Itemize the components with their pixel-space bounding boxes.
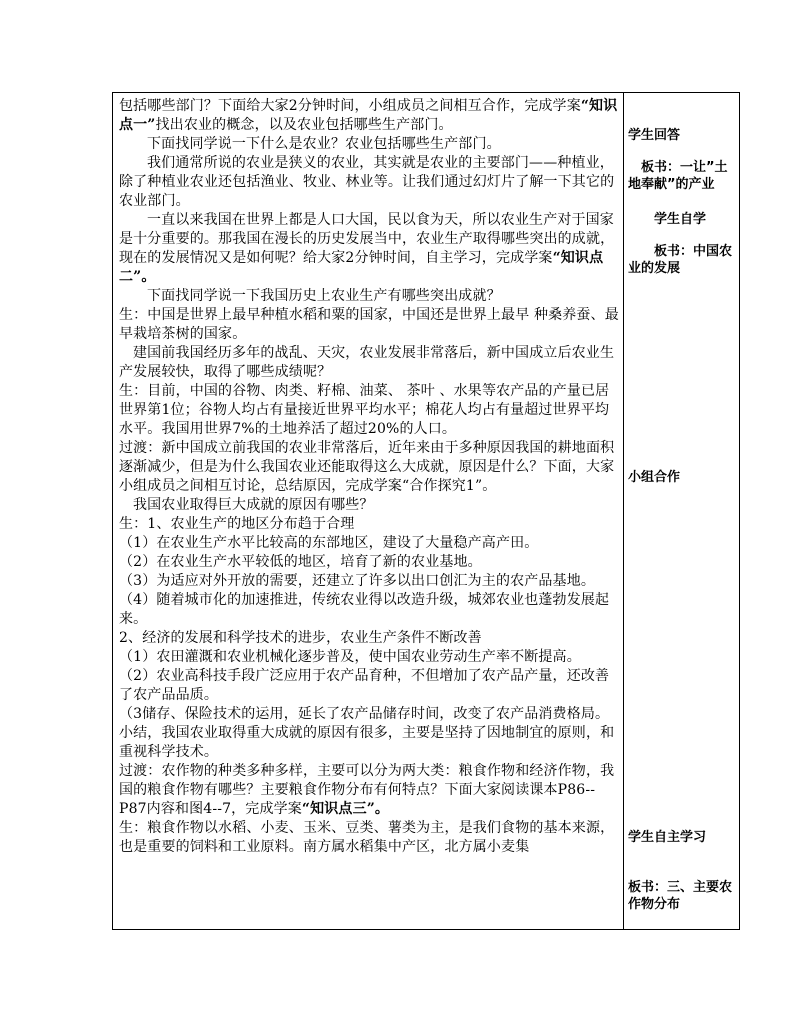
lesson-content-column [119, 97, 619, 857]
side-note-group-work: 小组合作 [628, 470, 681, 485]
study-point-1: “知识点一” [119, 98, 618, 133]
paragraph-18: （2）农业高科技手段广泛应用于农产品育种，不但增加了农产品产量，还改善了农产品品质。 [119, 668, 610, 703]
paragraph-22: 生：粮食作物以水稻、小麦、玉米、豆类、薯类为主，是我们食物的基本来源，也是重要的饲料和工业原料。南方属水稻集中产区，北方属小麦集 [119, 820, 615, 855]
side-note-board-2: 板书：中国农业的发展 [628, 244, 733, 276]
paragraph-8: 生：目前，中国的谷物、肉类、籽棉、油菜、 茶叶 、水果等农产品的产量已居世界第1位；谷物人均占有量接近世界平均水平；棉花人均占有量超过世界平均水平。我国用世界7%的土地养活了超过20%的人口。 [119, 383, 610, 437]
paragraph-3: 我们通常所说的农业是狭义的农业，其实就是农业的主要部门——种植业，除了种植业农业还包括渔业、牧业、林业等。让我们通过幻灯片了解一下其它的农业部门。 [119, 155, 615, 209]
paragraph-2: 下面找同学说一下什么是农业？农业包括哪些生产部门。 [147, 136, 501, 152]
paragraph-9: 过渡：新中国成立前我国的农业非常落后，近年来由于多种原因我国的耕地面积逐渐减少，但是为什么我国农业还能取得这么大成就，原因是什么？下面，大家小组成员之间相互讨论，总结原因，完成学案“合作探究1”。 [119, 440, 615, 494]
column-divider [623, 93, 624, 929]
side-note-student-answer: 学生回答 [628, 128, 681, 143]
paragraph-21: 过渡：农作物的种类多种多样，主要可以分为两大类：粮食作物和经济作物，我国的粮食作物有哪些？主要粮食作物分布有何特点？下面大家阅读课本P86--P87内容和图4--7，完成学案“知识点三”。 [119, 763, 615, 817]
side-note-self-study: 学生自学 [654, 212, 707, 227]
paragraph-13: （2）在农业生产水平较低的地区，培育了新的农业基地。 [119, 554, 482, 570]
paragraph-1: 包括哪些部门？下面给大家2分钟时间，小组成员之间相互合作，完成学案“知识点一”找出农业的概念，以及农业包括哪些生产部门。 [119, 98, 618, 133]
study-point-2: “知识点二”。 [119, 250, 604, 285]
paragraph-19: （3储存、保险技术的运用，延长了农产品储存时间，改变了农产品消费格局。 [119, 706, 610, 722]
side-note-board-3: 板书：三、主要农作物分布 [628, 880, 733, 912]
paragraph-20: 小结，我国农业取得重大成就的原因有很多，主要是坚持了因地制宜的原则，和重视科学技术。 [119, 725, 615, 760]
lesson-table [112, 92, 740, 930]
paragraph-17: （1）农田灌溉和农业机械化逐步普及，使中国农业劳动生产率不断提高。 [119, 649, 581, 665]
paragraph-6: 生：中国是世界上最早种植水稻和粟的国家，中国还是世界上最早 种桑养蚕、最早栽培茶树的国家。 [119, 307, 619, 342]
paragraph-4: 一直以来我国在世界上都是人口大国，民以食为天，所以农业生产对于国家是十分重要的。那我国在漫长的历史发展当中，农业生产取得哪些突出的成就，现在的发展情况又是如何呢？给大家2分钟时间，自主学习，完成学案“知识点二”。 [119, 212, 615, 285]
study-point-3: “知识点三”。 [301, 801, 390, 817]
paragraph-14: （3）为适应对外开放的需要，还建立了许多以出口创汇为主的农产品基地。 [119, 573, 596, 589]
paragraph-5: 下面找同学说一下我国历史上农业生产有哪些突出成就？ [147, 288, 501, 304]
paragraph-10: 我国农业取得巨大成就的原因有哪些？ [133, 497, 374, 513]
paragraph-15: （4）随着城市化的加速推进，传统农业得以改造升级，城郊农业也蓬勃发展起来。 [119, 592, 610, 627]
paragraph-12: （1）在农业生产水平比较高的东部地区，建设了大量稳产高产田。 [119, 535, 539, 551]
paragraph-16: 2、经济的发展和科学技术的进步，农业生产条件不断改善 [119, 630, 482, 646]
paragraph-11: 生：1、农业生产的地区分布趋于合理 [119, 516, 355, 532]
side-note-self-directed: 学生自主学习 [628, 830, 707, 845]
paragraph-7: 建国前我国经历多年的战乱、天灾，农业发展非常落后，新中国成立后农业生产发展较快，取得了哪些成绩呢？ [119, 345, 615, 380]
side-note-board-1: 板书：一让”土地奉献”的产业 [628, 160, 728, 192]
